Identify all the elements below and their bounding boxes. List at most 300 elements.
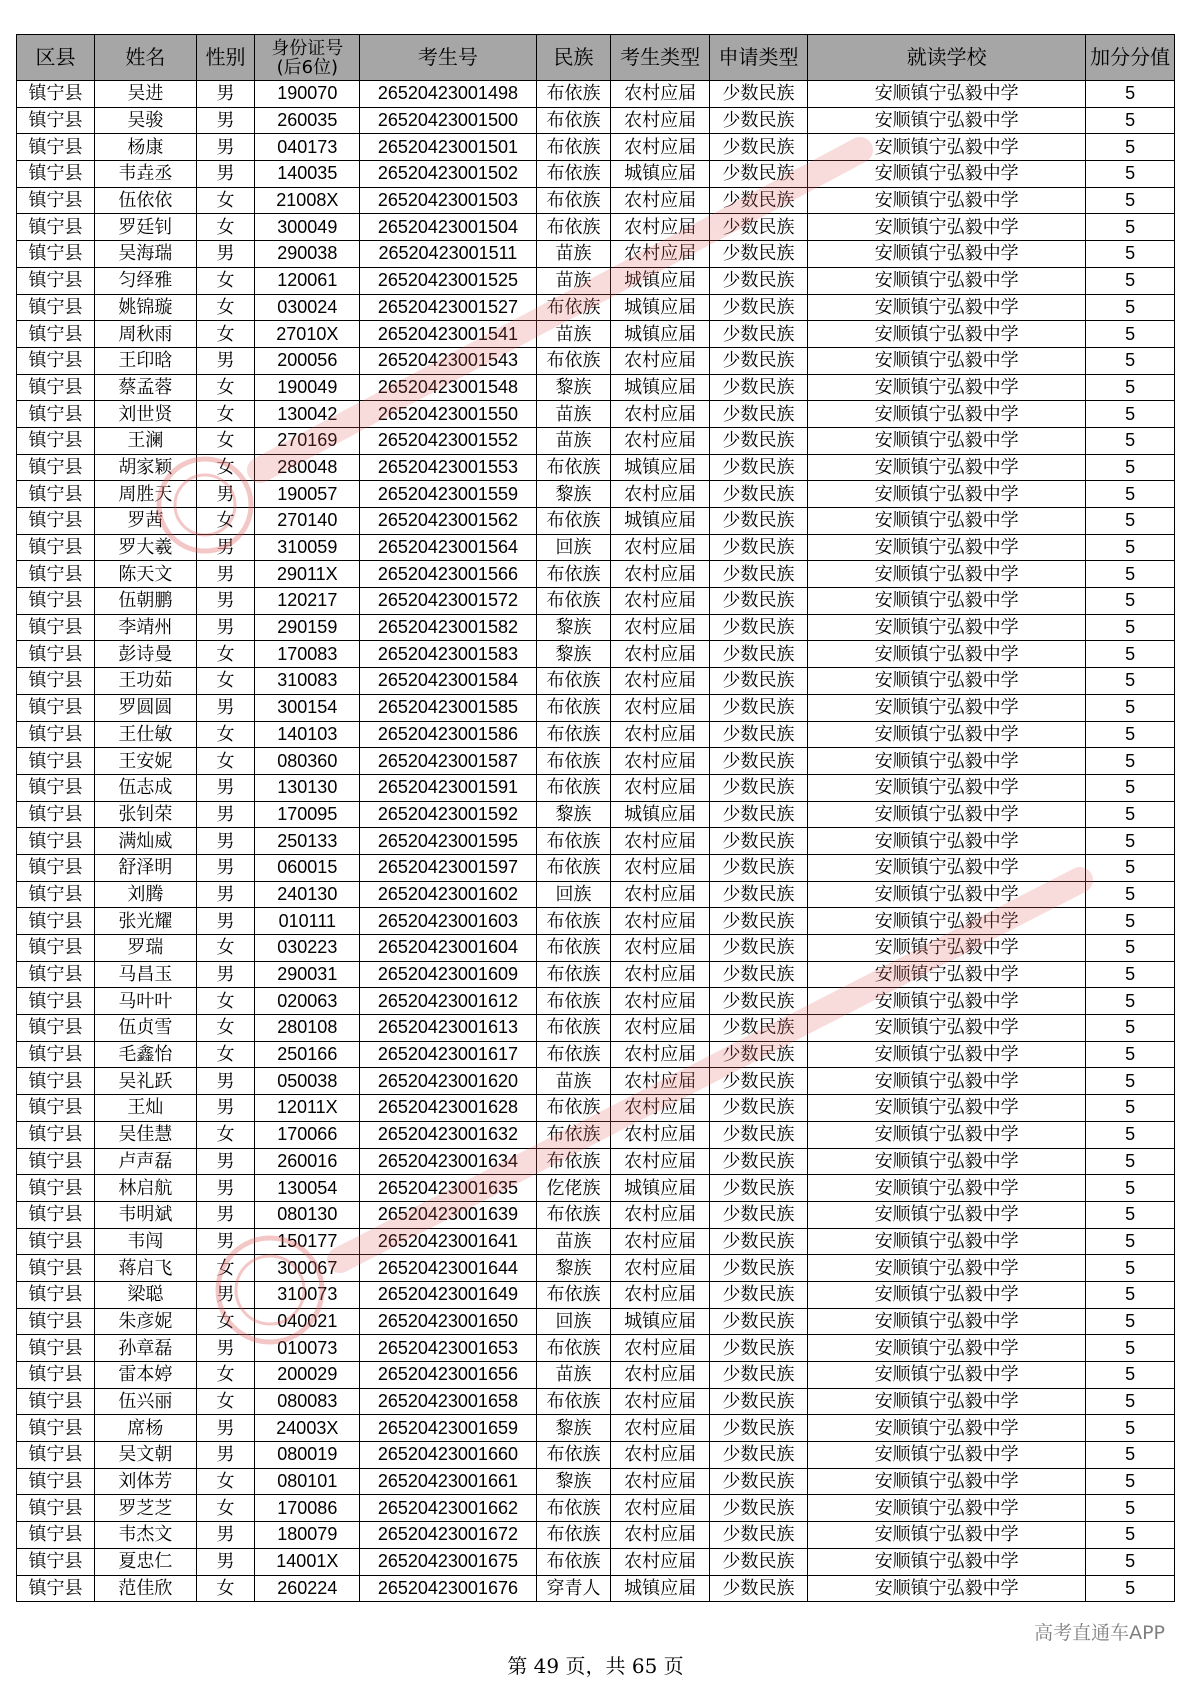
ethnicity-cell: 苗族 bbox=[536, 1228, 611, 1255]
table-row bbox=[17, 881, 1175, 908]
id-last6-cell: 190049 bbox=[255, 374, 360, 401]
district-cell: 镇宁县 bbox=[17, 321, 95, 348]
ethnicity-cell: 布依族 bbox=[536, 561, 611, 588]
exam-number-cell: 26520423001498 bbox=[360, 81, 536, 108]
school-cell: 安顺镇宁弘毅中学 bbox=[808, 1201, 1086, 1228]
bonus-points-cell: 5 bbox=[1086, 1335, 1175, 1362]
gender-cell: 男 bbox=[196, 1548, 255, 1575]
ethnicity-cell: 布依族 bbox=[536, 81, 611, 108]
roster-sheet bbox=[16, 34, 1175, 1602]
application-type-cell: 少数民族 bbox=[709, 854, 807, 881]
bonus-points-cell: 5 bbox=[1086, 134, 1175, 161]
name-cell: 罗芝芝 bbox=[95, 1495, 197, 1522]
gender-cell: 女 bbox=[196, 187, 255, 214]
gender-cell: 男 bbox=[196, 828, 255, 855]
bonus-points-cell: 5 bbox=[1086, 1201, 1175, 1228]
gender-cell: 女 bbox=[196, 454, 255, 481]
ethnicity-cell: 布依族 bbox=[536, 935, 611, 962]
name-cell: 韦明斌 bbox=[95, 1201, 197, 1228]
ethnicity-cell: 穿青人 bbox=[536, 1575, 611, 1602]
id-last6-cell: 280048 bbox=[255, 454, 360, 481]
gender-cell: 女 bbox=[196, 1015, 255, 1042]
table-row bbox=[17, 641, 1175, 668]
district-cell: 镇宁县 bbox=[17, 1388, 95, 1415]
gender-cell: 男 bbox=[196, 881, 255, 908]
name-cell: 王印晗 bbox=[95, 347, 197, 374]
id-last6-cell: 050038 bbox=[255, 1068, 360, 1095]
school-cell: 安顺镇宁弘毅中学 bbox=[808, 1228, 1086, 1255]
application-type-cell: 少数民族 bbox=[709, 641, 807, 668]
bonus-points-cell: 5 bbox=[1086, 1175, 1175, 1202]
application-type-cell: 少数民族 bbox=[709, 294, 807, 321]
ethnicity-cell: 回族 bbox=[536, 1308, 611, 1335]
id-last6-cell: 200029 bbox=[255, 1362, 360, 1389]
district-cell: 镇宁县 bbox=[17, 347, 95, 374]
id-last6-cell: 080083 bbox=[255, 1388, 360, 1415]
id-last6-cell: 170083 bbox=[255, 641, 360, 668]
bonus-points-cell: 5 bbox=[1086, 241, 1175, 268]
district-cell: 镇宁县 bbox=[17, 828, 95, 855]
exam-number-cell: 26520423001644 bbox=[360, 1255, 536, 1282]
table-row bbox=[17, 214, 1175, 241]
candidate-type-cell: 农村应届 bbox=[611, 961, 709, 988]
ethnicity-cell: 布依族 bbox=[536, 1015, 611, 1042]
application-type-cell: 少数民族 bbox=[709, 1228, 807, 1255]
gender-cell: 男 bbox=[196, 1068, 255, 1095]
table-row bbox=[17, 694, 1175, 721]
bonus-points-cell: 5 bbox=[1086, 81, 1175, 108]
school-cell: 安顺镇宁弘毅中学 bbox=[808, 1148, 1086, 1175]
application-type-cell: 少数民族 bbox=[709, 1442, 807, 1469]
district-cell: 镇宁县 bbox=[17, 1121, 95, 1148]
ethnicity-cell: 布依族 bbox=[536, 1201, 611, 1228]
gender-cell: 女 bbox=[196, 721, 255, 748]
table-row bbox=[17, 508, 1175, 535]
id-last6-cell: 140035 bbox=[255, 161, 360, 188]
gender-cell: 女 bbox=[196, 1468, 255, 1495]
candidate-type-cell: 农村应届 bbox=[611, 1548, 709, 1575]
district-cell: 镇宁县 bbox=[17, 508, 95, 535]
ethnicity-cell: 苗族 bbox=[536, 267, 611, 294]
application-type-cell: 少数民族 bbox=[709, 1495, 807, 1522]
gender-cell: 女 bbox=[196, 321, 255, 348]
exam-number-cell: 26520423001656 bbox=[360, 1362, 536, 1389]
candidate-type-cell: 农村应届 bbox=[611, 668, 709, 695]
ethnicity-cell: 布依族 bbox=[536, 721, 611, 748]
application-type-cell: 少数民族 bbox=[709, 454, 807, 481]
bonus-points-cell: 5 bbox=[1086, 187, 1175, 214]
candidate-type-cell: 农村应届 bbox=[611, 1335, 709, 1362]
application-type-cell: 少数民族 bbox=[709, 588, 807, 615]
candidate-type-cell: 农村应届 bbox=[611, 1255, 709, 1282]
ethnicity-cell: 布依族 bbox=[536, 1548, 611, 1575]
ethnicity-cell: 苗族 bbox=[536, 401, 611, 428]
table-row bbox=[17, 267, 1175, 294]
id-last6-cell: 080019 bbox=[255, 1442, 360, 1469]
bonus-points-cell: 5 bbox=[1086, 1442, 1175, 1469]
table-row bbox=[17, 561, 1175, 588]
name-cell: 伍兴丽 bbox=[95, 1388, 197, 1415]
bonus-points-cell: 5 bbox=[1086, 1121, 1175, 1148]
district-cell: 镇宁县 bbox=[17, 721, 95, 748]
bonus-points-cell: 5 bbox=[1086, 1495, 1175, 1522]
name-cell: 胡家颖 bbox=[95, 454, 197, 481]
candidate-type-cell: 城镇应届 bbox=[611, 1175, 709, 1202]
district-cell: 镇宁县 bbox=[17, 81, 95, 108]
table-row bbox=[17, 774, 1175, 801]
school-cell: 安顺镇宁弘毅中学 bbox=[808, 561, 1086, 588]
gender-cell: 男 bbox=[196, 961, 255, 988]
bonus-points-cell: 5 bbox=[1086, 935, 1175, 962]
table-header-row bbox=[17, 35, 1175, 81]
district-cell: 镇宁县 bbox=[17, 694, 95, 721]
candidate-type-cell: 农村应届 bbox=[611, 401, 709, 428]
table-row bbox=[17, 454, 1175, 481]
candidate-type-cell: 农村应届 bbox=[611, 1068, 709, 1095]
exam-number-cell: 26520423001650 bbox=[360, 1308, 536, 1335]
table-row bbox=[17, 321, 1175, 348]
name-cell: 王仕敏 bbox=[95, 721, 197, 748]
name-cell: 刘世贤 bbox=[95, 401, 197, 428]
candidate-type-cell: 农村应届 bbox=[611, 1442, 709, 1469]
district-cell: 镇宁县 bbox=[17, 1468, 95, 1495]
candidate-type-cell: 城镇应届 bbox=[611, 1308, 709, 1335]
exam-number-cell: 26520423001634 bbox=[360, 1148, 536, 1175]
brand-label: 高考直通车APP bbox=[1034, 1622, 1165, 1644]
id-last6-cell: 24003X bbox=[255, 1415, 360, 1442]
name-cell: 王澜 bbox=[95, 427, 197, 454]
id-last6-cell: 120061 bbox=[255, 267, 360, 294]
district-cell: 镇宁县 bbox=[17, 748, 95, 775]
table-row bbox=[17, 1121, 1175, 1148]
ethnicity-cell: 布依族 bbox=[536, 1095, 611, 1122]
gender-cell: 男 bbox=[196, 1095, 255, 1122]
name-cell: 蔡孟蓉 bbox=[95, 374, 197, 401]
gender-cell: 男 bbox=[196, 694, 255, 721]
application-type-cell: 少数民族 bbox=[709, 508, 807, 535]
id-last6-cell: 170086 bbox=[255, 1495, 360, 1522]
candidate-type-cell: 农村应届 bbox=[611, 774, 709, 801]
school-cell: 安顺镇宁弘毅中学 bbox=[808, 454, 1086, 481]
id-last6-cell: 290038 bbox=[255, 241, 360, 268]
gender-cell: 男 bbox=[196, 134, 255, 161]
candidate-type-cell: 农村应届 bbox=[611, 1388, 709, 1415]
application-type-cell: 少数民族 bbox=[709, 161, 807, 188]
district-cell: 镇宁县 bbox=[17, 1548, 95, 1575]
name-cell: 罗圆圆 bbox=[95, 694, 197, 721]
exam-number-cell: 26520423001675 bbox=[360, 1548, 536, 1575]
bonus-points-cell: 5 bbox=[1086, 694, 1175, 721]
school-cell: 安顺镇宁弘毅中学 bbox=[808, 214, 1086, 241]
name-cell: 罗茜 bbox=[95, 508, 197, 535]
district-cell: 镇宁县 bbox=[17, 1415, 95, 1442]
ethnicity-cell: 布依族 bbox=[536, 1121, 611, 1148]
district-cell: 镇宁县 bbox=[17, 588, 95, 615]
id-last6-cell: 040173 bbox=[255, 134, 360, 161]
application-type-cell: 少数民族 bbox=[709, 908, 807, 935]
candidate-type-cell: 农村应届 bbox=[611, 828, 709, 855]
school-cell: 安顺镇宁弘毅中学 bbox=[808, 481, 1086, 508]
bonus-points-cell: 5 bbox=[1086, 1068, 1175, 1095]
school-cell: 安顺镇宁弘毅中学 bbox=[808, 881, 1086, 908]
application-type-cell: 少数民族 bbox=[709, 81, 807, 108]
district-cell: 镇宁县 bbox=[17, 134, 95, 161]
ethnicity-cell: 苗族 bbox=[536, 241, 611, 268]
gender-cell: 女 bbox=[196, 1362, 255, 1389]
exam-number-cell: 26520423001527 bbox=[360, 294, 536, 321]
school-cell: 安顺镇宁弘毅中学 bbox=[808, 1495, 1086, 1522]
id-last6-cell: 300049 bbox=[255, 214, 360, 241]
name-cell: 范佳欣 bbox=[95, 1575, 197, 1602]
exam-number-cell: 26520423001585 bbox=[360, 694, 536, 721]
candidate-type-cell: 城镇应届 bbox=[611, 161, 709, 188]
district-cell: 镇宁县 bbox=[17, 1068, 95, 1095]
candidate-type-cell: 农村应届 bbox=[611, 1495, 709, 1522]
exam-number-cell: 26520423001584 bbox=[360, 668, 536, 695]
district-cell: 镇宁县 bbox=[17, 1495, 95, 1522]
ethnicity-cell: 黎族 bbox=[536, 1255, 611, 1282]
school-cell: 安顺镇宁弘毅中学 bbox=[808, 961, 1086, 988]
gender-cell: 男 bbox=[196, 1201, 255, 1228]
exam-number-cell: 26520423001591 bbox=[360, 774, 536, 801]
district-cell: 镇宁县 bbox=[17, 988, 95, 1015]
name-cell: 匀绎雅 bbox=[95, 267, 197, 294]
name-cell: 伍志成 bbox=[95, 774, 197, 801]
id-last6-cell: 200056 bbox=[255, 347, 360, 374]
table-row bbox=[17, 748, 1175, 775]
candidate-type-cell: 城镇应届 bbox=[611, 267, 709, 294]
candidate-type-cell: 农村应届 bbox=[611, 241, 709, 268]
application-type-cell: 少数民族 bbox=[709, 1041, 807, 1068]
table-row bbox=[17, 1362, 1175, 1389]
school-cell: 安顺镇宁弘毅中学 bbox=[808, 1548, 1086, 1575]
table-row bbox=[17, 1442, 1175, 1469]
school-cell: 安顺镇宁弘毅中学 bbox=[808, 1335, 1086, 1362]
ethnicity-cell: 黎族 bbox=[536, 801, 611, 828]
application-type-cell: 少数民族 bbox=[709, 214, 807, 241]
table-row bbox=[17, 1522, 1175, 1549]
name-cell: 孙章磊 bbox=[95, 1335, 197, 1362]
id-last6-cell: 260224 bbox=[255, 1575, 360, 1602]
candidate-type-cell: 农村应届 bbox=[611, 614, 709, 641]
ethnicity-cell: 布依族 bbox=[536, 854, 611, 881]
bonus-points-cell: 5 bbox=[1086, 267, 1175, 294]
application-type-cell: 少数民族 bbox=[709, 481, 807, 508]
exam-number-cell: 26520423001603 bbox=[360, 908, 536, 935]
exam-number-cell: 26520423001659 bbox=[360, 1415, 536, 1442]
school-cell: 安顺镇宁弘毅中学 bbox=[808, 801, 1086, 828]
gender-cell: 男 bbox=[196, 107, 255, 134]
id-last6-cell: 170066 bbox=[255, 1121, 360, 1148]
ethnicity-cell: 布依族 bbox=[536, 748, 611, 775]
gender-cell: 女 bbox=[196, 214, 255, 241]
exam-number-cell: 26520423001609 bbox=[360, 961, 536, 988]
ethnicity-cell: 仡佬族 bbox=[536, 1175, 611, 1202]
exam-number-cell: 26520423001613 bbox=[360, 1015, 536, 1042]
school-cell: 安顺镇宁弘毅中学 bbox=[808, 1442, 1086, 1469]
name-cell: 席杨 bbox=[95, 1415, 197, 1442]
id-last6-cell: 240130 bbox=[255, 881, 360, 908]
id-last6-cell: 14001X bbox=[255, 1548, 360, 1575]
gender-cell: 男 bbox=[196, 801, 255, 828]
table-row bbox=[17, 721, 1175, 748]
id-last6-cell: 21008X bbox=[255, 187, 360, 214]
exam-number-cell: 26520423001658 bbox=[360, 1388, 536, 1415]
ethnicity-cell: 布依族 bbox=[536, 668, 611, 695]
district-cell: 镇宁县 bbox=[17, 107, 95, 134]
table-row bbox=[17, 1041, 1175, 1068]
name-cell: 韦杰文 bbox=[95, 1522, 197, 1549]
school-cell: 安顺镇宁弘毅中学 bbox=[808, 187, 1086, 214]
name-cell: 卢声磊 bbox=[95, 1148, 197, 1175]
exam-number-cell: 26520423001661 bbox=[360, 1468, 536, 1495]
header-application-type: 申请类型 bbox=[709, 35, 807, 81]
name-cell: 毛鑫怡 bbox=[95, 1041, 197, 1068]
district-cell: 镇宁县 bbox=[17, 774, 95, 801]
id-last6-cell: 130042 bbox=[255, 401, 360, 428]
table-row bbox=[17, 1015, 1175, 1042]
gender-cell: 男 bbox=[196, 161, 255, 188]
school-cell: 安顺镇宁弘毅中学 bbox=[808, 1575, 1086, 1602]
name-cell: 罗大羲 bbox=[95, 534, 197, 561]
candidate-type-cell: 农村应届 bbox=[611, 1015, 709, 1042]
gender-cell: 女 bbox=[196, 1121, 255, 1148]
bonus-points-cell: 5 bbox=[1086, 401, 1175, 428]
exam-number-cell: 26520423001602 bbox=[360, 881, 536, 908]
ethnicity-cell: 布依族 bbox=[536, 988, 611, 1015]
school-cell: 安顺镇宁弘毅中学 bbox=[808, 134, 1086, 161]
name-cell: 彭诗曼 bbox=[95, 641, 197, 668]
id-last6-cell: 130130 bbox=[255, 774, 360, 801]
ethnicity-cell: 布依族 bbox=[536, 134, 611, 161]
bonus-points-cell: 5 bbox=[1086, 828, 1175, 855]
name-cell: 王功茹 bbox=[95, 668, 197, 695]
gender-cell: 男 bbox=[196, 481, 255, 508]
application-type-cell: 少数民族 bbox=[709, 1255, 807, 1282]
id-last6-cell: 080130 bbox=[255, 1201, 360, 1228]
application-type-cell: 少数民族 bbox=[709, 828, 807, 855]
gender-cell: 男 bbox=[196, 1175, 255, 1202]
candidate-type-cell: 农村应届 bbox=[611, 1468, 709, 1495]
table-row bbox=[17, 347, 1175, 374]
candidate-type-cell: 农村应届 bbox=[611, 721, 709, 748]
exam-number-cell: 26520423001525 bbox=[360, 267, 536, 294]
ethnicity-cell: 黎族 bbox=[536, 1415, 611, 1442]
district-cell: 镇宁县 bbox=[17, 374, 95, 401]
ethnicity-cell: 布依族 bbox=[536, 1281, 611, 1308]
school-cell: 安顺镇宁弘毅中学 bbox=[808, 935, 1086, 962]
table-row bbox=[17, 161, 1175, 188]
candidate-type-cell: 农村应届 bbox=[611, 694, 709, 721]
district-cell: 镇宁县 bbox=[17, 961, 95, 988]
gender-cell: 男 bbox=[196, 1522, 255, 1549]
id-last6-cell: 170095 bbox=[255, 801, 360, 828]
name-cell: 吴礼跃 bbox=[95, 1068, 197, 1095]
bonus-points-cell: 5 bbox=[1086, 347, 1175, 374]
school-cell: 安顺镇宁弘毅中学 bbox=[808, 508, 1086, 535]
candidate-type-cell: 农村应届 bbox=[611, 1281, 709, 1308]
table-row bbox=[17, 908, 1175, 935]
name-cell: 刘腾 bbox=[95, 881, 197, 908]
ethnicity-cell: 布依族 bbox=[536, 107, 611, 134]
roster-table bbox=[16, 34, 1175, 1602]
bonus-points-cell: 5 bbox=[1086, 1148, 1175, 1175]
school-cell: 安顺镇宁弘毅中学 bbox=[808, 1015, 1086, 1042]
id-last6-cell: 030024 bbox=[255, 294, 360, 321]
exam-number-cell: 26520423001552 bbox=[360, 427, 536, 454]
table-row bbox=[17, 1468, 1175, 1495]
table-row bbox=[17, 107, 1175, 134]
bonus-points-cell: 5 bbox=[1086, 427, 1175, 454]
candidate-type-cell: 城镇应届 bbox=[611, 321, 709, 348]
table-row bbox=[17, 588, 1175, 615]
header-gender: 性别 bbox=[196, 35, 255, 81]
application-type-cell: 少数民族 bbox=[709, 961, 807, 988]
ethnicity-cell: 布依族 bbox=[536, 774, 611, 801]
gender-cell: 男 bbox=[196, 241, 255, 268]
exam-number-cell: 26520423001566 bbox=[360, 561, 536, 588]
table-row bbox=[17, 1201, 1175, 1228]
id-last6-cell: 120217 bbox=[255, 588, 360, 615]
bonus-points-cell: 5 bbox=[1086, 721, 1175, 748]
application-type-cell: 少数民族 bbox=[709, 988, 807, 1015]
gender-cell: 男 bbox=[196, 1148, 255, 1175]
gender-cell: 女 bbox=[196, 641, 255, 668]
id-last6-cell: 250166 bbox=[255, 1041, 360, 1068]
application-type-cell: 少数民族 bbox=[709, 801, 807, 828]
ethnicity-cell: 布依族 bbox=[536, 161, 611, 188]
application-type-cell: 少数民族 bbox=[709, 427, 807, 454]
exam-number-cell: 26520423001639 bbox=[360, 1201, 536, 1228]
application-type-cell: 少数民族 bbox=[709, 1281, 807, 1308]
exam-number-cell: 26520423001604 bbox=[360, 935, 536, 962]
id-last6-cell: 010111 bbox=[255, 908, 360, 935]
name-cell: 韦闯 bbox=[95, 1228, 197, 1255]
name-cell: 朱彦妮 bbox=[95, 1308, 197, 1335]
ethnicity-cell: 黎族 bbox=[536, 614, 611, 641]
name-cell: 罗廷钊 bbox=[95, 214, 197, 241]
candidate-type-cell: 农村应届 bbox=[611, 588, 709, 615]
district-cell: 镇宁县 bbox=[17, 427, 95, 454]
id-last6-cell: 060015 bbox=[255, 854, 360, 881]
exam-number-cell: 26520423001543 bbox=[360, 347, 536, 374]
school-cell: 安顺镇宁弘毅中学 bbox=[808, 588, 1086, 615]
school-cell: 安顺镇宁弘毅中学 bbox=[808, 1468, 1086, 1495]
exam-number-cell: 26520423001620 bbox=[360, 1068, 536, 1095]
candidate-type-cell: 农村应届 bbox=[611, 561, 709, 588]
application-type-cell: 少数民族 bbox=[709, 614, 807, 641]
exam-number-cell: 26520423001548 bbox=[360, 374, 536, 401]
id-last6-cell: 140103 bbox=[255, 721, 360, 748]
table-row bbox=[17, 401, 1175, 428]
bonus-points-cell: 5 bbox=[1086, 1255, 1175, 1282]
application-type-cell: 少数民族 bbox=[709, 1308, 807, 1335]
gender-cell: 男 bbox=[196, 1415, 255, 1442]
gender-cell: 男 bbox=[196, 1228, 255, 1255]
table-body bbox=[17, 81, 1175, 1602]
bonus-points-cell: 5 bbox=[1086, 1522, 1175, 1549]
bonus-points-cell: 5 bbox=[1086, 854, 1175, 881]
candidate-type-cell: 农村应届 bbox=[611, 1522, 709, 1549]
district-cell: 镇宁县 bbox=[17, 294, 95, 321]
gender-cell: 女 bbox=[196, 668, 255, 695]
application-type-cell: 少数民族 bbox=[709, 401, 807, 428]
name-cell: 吴进 bbox=[95, 81, 197, 108]
bonus-points-cell: 5 bbox=[1086, 1015, 1175, 1042]
table-row bbox=[17, 961, 1175, 988]
candidate-type-cell: 农村应届 bbox=[611, 81, 709, 108]
name-cell: 马叶叶 bbox=[95, 988, 197, 1015]
